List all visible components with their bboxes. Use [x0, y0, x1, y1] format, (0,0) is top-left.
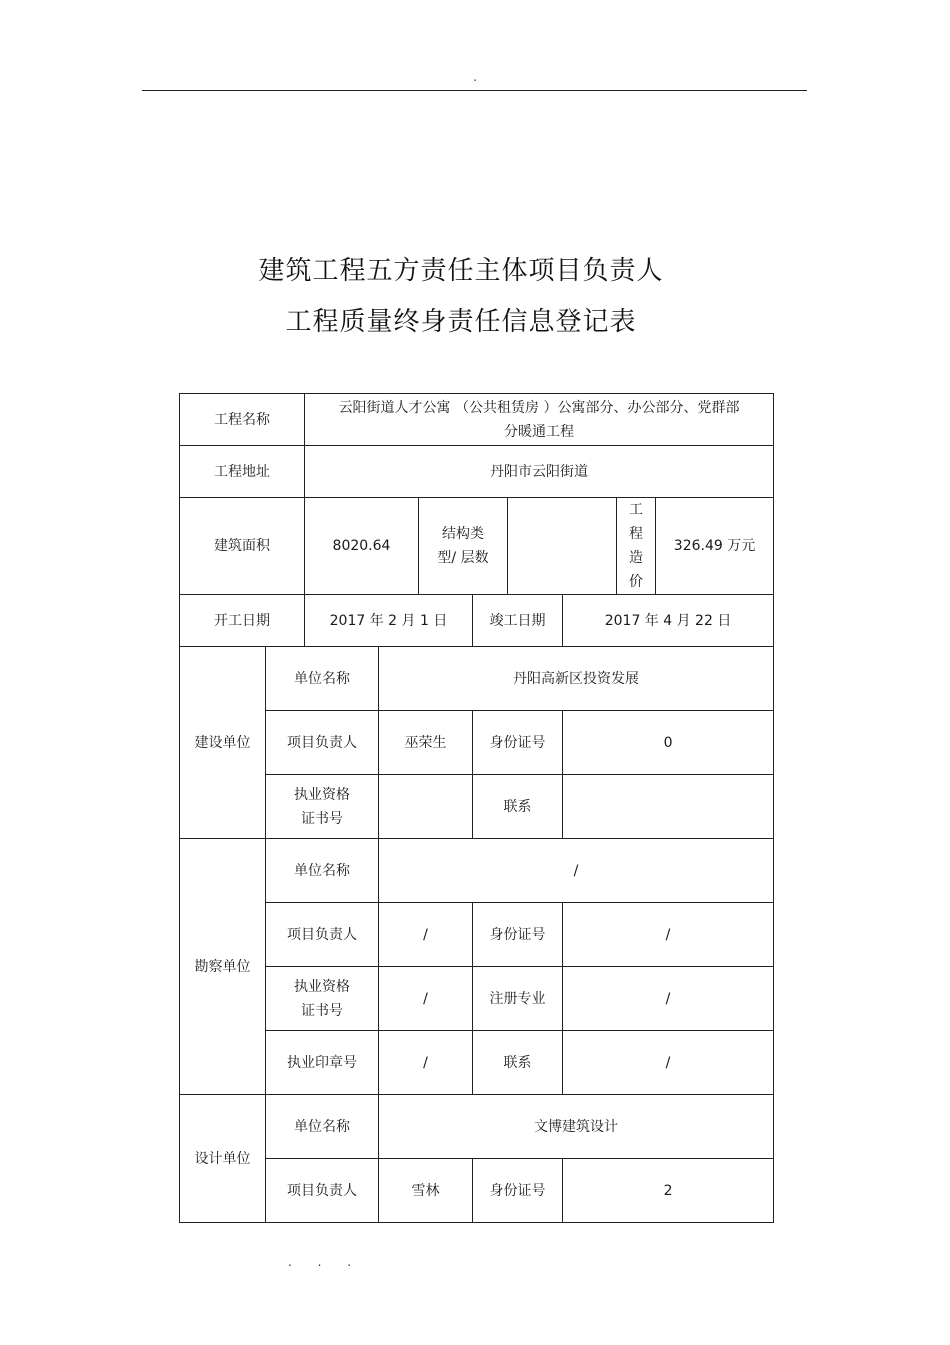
- project-name-value: [305, 394, 774, 446]
- survey-contact-value: /: [563, 1031, 774, 1095]
- construction-unit-section-label: 建设单位: [180, 647, 266, 839]
- survey-cert-label-line-1: 执业资格: [294, 978, 350, 995]
- survey-cert-label: [266, 967, 379, 1031]
- table-row-survey-unit-leader: [180, 903, 774, 967]
- survey-id-value: /: [563, 903, 774, 967]
- document-title-line-2: 工程质量终身责任信息登记表: [285, 307, 637, 337]
- construction-cert-label-line-2: 证书号: [301, 810, 343, 827]
- construction-cert-label-line-1: 执业资格: [294, 786, 350, 803]
- building-area-label: 建筑面积: [180, 498, 305, 595]
- completion-date-value: 2017 年 4 月 22 日: [563, 595, 774, 647]
- structure-type-label-line-1: 结构类: [442, 526, 484, 542]
- construction-contact-value: [563, 775, 774, 839]
- construction-unit-name-value: 丹阳高新区投资发展: [379, 647, 774, 711]
- design-unit-name-label: 单位名称: [266, 1095, 379, 1159]
- construction-unit-name-label: 单位名称: [266, 647, 379, 711]
- construction-leader-label: 项目负责人: [266, 711, 379, 775]
- survey-cert-label-line-2: 证书号: [301, 1002, 343, 1019]
- project-name-line-1: 云阳街道人才公寓 （公共租赁房 ）公寓部分、办公部分、党群部: [338, 399, 740, 416]
- design-unit-section-label: 设计单位: [180, 1095, 266, 1223]
- table-row-project-name: [180, 394, 774, 446]
- construction-contact-label: 联系: [473, 775, 563, 839]
- table-row-survey-unit-name: [180, 839, 774, 903]
- construction-cert-label: [266, 775, 379, 839]
- survey-leader-value: /: [379, 903, 473, 967]
- construction-cert-value: [379, 775, 473, 839]
- header-rule: [142, 90, 807, 91]
- survey-major-value: /: [563, 967, 774, 1031]
- table-row-construction-unit-cert: [180, 775, 774, 839]
- design-leader-label: 项目负责人: [266, 1159, 379, 1223]
- structure-type-value: [508, 498, 617, 595]
- survey-unit-name-value: /: [379, 839, 774, 903]
- design-id-label: 身份证号: [473, 1159, 563, 1223]
- table-row-survey-unit-seal: [180, 1031, 774, 1095]
- survey-cert-value: /: [379, 967, 473, 1031]
- survey-unit-section-label: 勘察单位: [180, 839, 266, 1095]
- table-row-design-unit-name: [180, 1095, 774, 1159]
- construction-leader-value: 巫荣生: [379, 711, 473, 775]
- project-address-value: 丹阳市云阳街道: [305, 446, 774, 498]
- structure-type-label: [419, 498, 508, 595]
- start-date-value: 2017 年 2 月 1 日: [305, 595, 473, 647]
- table-row-area: [180, 498, 774, 595]
- project-cost-value: 326.49 万元: [656, 498, 774, 595]
- footer-marks: . . .: [288, 1255, 363, 1269]
- design-id-value: 2: [563, 1159, 774, 1223]
- survey-unit-name-label: 单位名称: [266, 839, 379, 903]
- survey-leader-label: 项目负责人: [266, 903, 379, 967]
- survey-contact-label: 联系: [473, 1031, 563, 1095]
- construction-id-value: 0: [563, 711, 774, 775]
- table-row-construction-unit-name: [180, 647, 774, 711]
- table-row-construction-unit-leader: [180, 711, 774, 775]
- table-row-dates: [180, 595, 774, 647]
- survey-seal-label: 执业印章号: [266, 1031, 379, 1095]
- project-cost-label-line-1: 工程: [629, 502, 643, 542]
- survey-id-label: 身份证号: [473, 903, 563, 967]
- construction-id-label: 身份证号: [473, 711, 563, 775]
- project-name-line-2: 分暖通工程: [504, 423, 575, 440]
- survey-seal-value: /: [379, 1031, 473, 1095]
- project-name-label: 工程名称: [180, 394, 305, 446]
- design-leader-value: 雪林: [379, 1159, 473, 1223]
- completion-date-label: 竣工日期: [473, 595, 563, 647]
- project-cost-label: [617, 498, 656, 595]
- project-cost-label-line-2: 造价: [629, 550, 643, 590]
- building-area-value: 8020.64: [305, 498, 419, 595]
- table-row-survey-unit-cert: [180, 967, 774, 1031]
- structure-type-label-line-2: 型/ 层数: [437, 550, 489, 566]
- start-date-label: 开工日期: [180, 595, 305, 647]
- registration-form-table: [179, 393, 774, 1223]
- survey-major-label: 注册专业: [473, 967, 563, 1031]
- header-mark: .: [473, 70, 477, 84]
- project-address-label: 工程地址: [180, 446, 305, 498]
- design-unit-name-value: 文博建筑设计: [379, 1095, 774, 1159]
- document-title-line-1: 建筑工程五方责任主体项目负责人: [258, 256, 664, 286]
- table-row-project-address: [180, 446, 774, 498]
- table-row-design-unit-leader: [180, 1159, 774, 1223]
